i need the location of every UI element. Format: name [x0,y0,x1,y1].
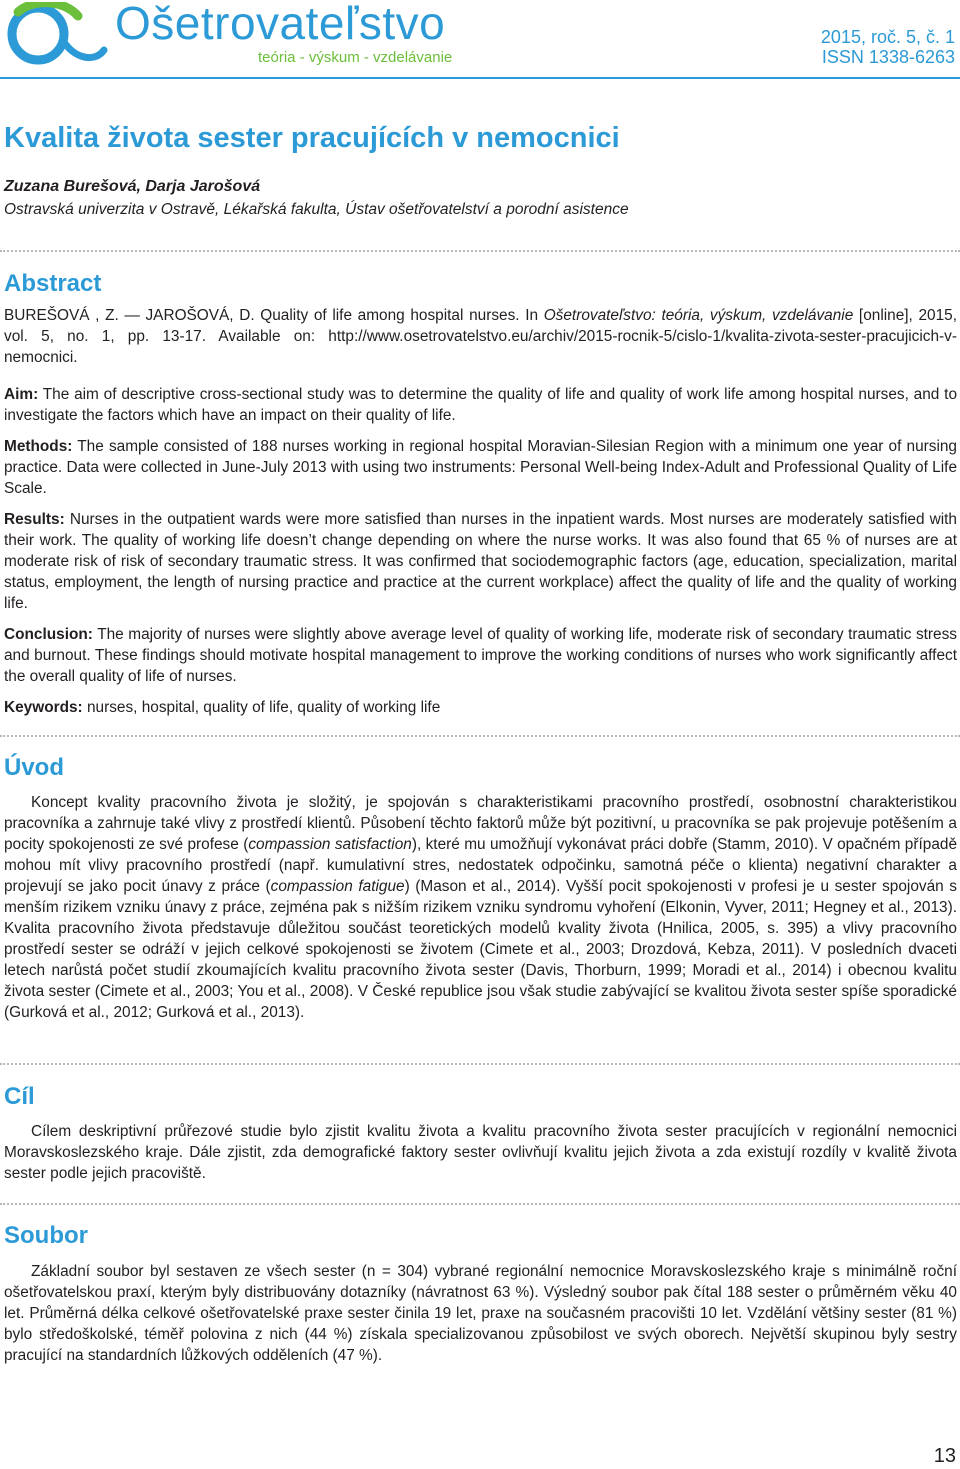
soubor-heading: Soubor [4,1222,88,1249]
journal-logo-title: Ošetrovateľstvo [115,0,446,49]
page-number: 13 [933,1445,956,1467]
cil-paragraph: Cílem deskriptivní průřezové studie bylo zjistit kvalitu života a kvalitu pracovního života sester pracujících v regionální nemocnici Moravskoslezského kraje. Dále zjistit, zda demografické faktory sester ovlivňují kvalitu jejich života a zda existují rozdíly v kvalitě života sester podle jejich pracoviště. [4,1123,957,1182]
section-divider [0,1063,960,1065]
section-divider [0,735,960,737]
issue-issn: ISSN 1338-6263 [821,47,955,67]
abstract-citation: BUREŠOVÁ , Z. — JAROŠOVÁ, D. Quality of life among hospital nurses. In Ošetrovateľstvo: teória, výskum, vzdelávanie [online], 2015, vol. 5, no. 1, pp. 13-17. Available on: http://www.osetrovatelstvo.eu/archiv/2015-rocnik-5/cislo-1/kvalita-zivota-sester-pracujicich-v-nemocnici. [4,307,957,366]
soubor-paragraph: Základní soubor byl sestaven ze všech sester (n = 304) vybrané regionální nemocnice Moravskoslezského kraje s minimálně roční ošetřovatelskou praxí, kterým byly distribuovány dotazníky (návratnost 63 %). Výsledný soubor pak čítal 188 sester o průměrném věku 40 let. Průměrná délka celkové ošetřovatelské praxe sester činila 19 let, praxe na současném pracovišti 10 let. Vzdělání většiny sester (81 %) bylo středoškolské, téměř polovina z nich (44 %) získala specializovanou způsobilost ve svých oborech. Největší skupinou byly sestry pracující na standardních lůžkových odděleních (47 %). [4,1263,957,1364]
journal-logo-icon [4,2,108,66]
abstract-body [4,305,957,718]
abstract-heading: Abstract [4,270,102,297]
citation-journal: Ošetrovateľstvo: teória, výskum, vzdelávanie [543,307,854,324]
issue-volume: 2015, roč. 5, č. 1 [820,27,955,47]
cil-heading: Cíl [4,1083,35,1110]
header-divider [0,77,960,79]
journal-header [0,0,960,75]
issue-info [821,27,955,67]
cil-body [4,1121,957,1184]
article-title: Kvalita života sester pracujících v nemocnici [4,122,620,154]
abstract-aim: Aim: The aim of descriptive cross-sectional study was to determine the quality of life and quality of work life among hospital nurses, and to investigate the factors which have an impact on their quality of life. [4,386,957,424]
article-affiliation: Ostravská univerzita v Ostravě, Lékařská fakulta, Ústav ošetřovatelství a porodní asistence [4,201,629,218]
abstract-conclusion: Conclusion: The majority of nurses were slightly above average level of quality of working life, moderate risk of secondary traumatic stress and burnout. These findings should motivate hospital management to improve the working conditions of nurses who work significantly affect the overall quality of life of nurses. [4,626,957,685]
uvod-paragraph: Koncept kvality pracovního života je složitý, je spojován s charakteristikami pracovního prostředí, osobnostní charakteristikou pracovníka a zahrnuje také vlivy z prostředí klientů. Působení těchto faktorů může být pozitivní, u pracovníka se pak projevuje potěšením a pocity spokojenosti ze své profese (compassion satisfaction), které mu umožňují vykonávat práci dobře (Stamm, 2010). V opačném případě mohou mít vlivy pracovního prostředí (např. kumulativní stres, nedostatek odpočinku, samotná péče o klienta) negativní charakter a projevují se jako pocit únavy z práce (compassion fatigue) (Mason et al., 2014). Vyšší pocit spokojenosti v profesi je u sester spojován s menším rizikem vzniku únavy z práce, zejména pak s nižším rizikem vzniku syndromu vyhoření (Elkonin, Vyver, 2011; Hegney et al., 2013). Kvalita pracovního života představuje důležitou součást teoretických modelů kvality života (Hnilica, 2005, s. 395) a vlivy pracovního prostředí sester se odráží v jejich celkové spokojenosti se životem (Cimete et al., 2003; Drozdová, Kebza, 2011). V posledních dvaceti letech narůstá počet studií zkoumajících kvalitu pracovního života sester (Davis, Thorburn, 1999; Moradi et al., 2014) i obecnou kvalitu života sester (Cimete et al., 2003; You et al., 2008). V České republice jsou však studie zabývající se kvalitou života sester spíše sporadické (Gurková et al., 2012; Gurková et al., 2013). [4,794,958,1021]
section-divider [0,1203,960,1205]
uvod-heading: Úvod [4,754,64,781]
abstract-keywords: Keywords: nurses, hospital, quality of life, quality of working life [4,699,441,716]
journal-logo-subtitle: teória - výskum - vzdelávanie [258,49,453,66]
soubor-body [4,1261,957,1366]
abstract-methods: Methods: The sample consisted of 188 nurses working in regional hospital Moravian-Silesian Region with a minimum one year of nursing practice. Data were collected in June-July 2013 with using two instruments: Personal Well-being Index-Adult and Professional Quality of Life Scale. [4,438,957,497]
article-authors: Zuzana Burešová, Darja Jarošová [4,178,261,195]
section-divider [0,250,960,252]
uvod-body [4,792,957,1023]
abstract-results: Results: Nurses in the outpatient wards were more satisfied than nurses in the inpatient wards. Most nurses are moderately satisfied with their work. The quality of working life doesn’t change depending on where the nurse works. It was also found that 65 % of nurses are at moderate risk of risk of secondary traumatic stress. It was confirmed that sociodemographic factors (age, education, specialization, marital status, employment, the length of nursing practice and practice at the current workplace) affect the quality of life and the quality of working life. [4,511,957,612]
